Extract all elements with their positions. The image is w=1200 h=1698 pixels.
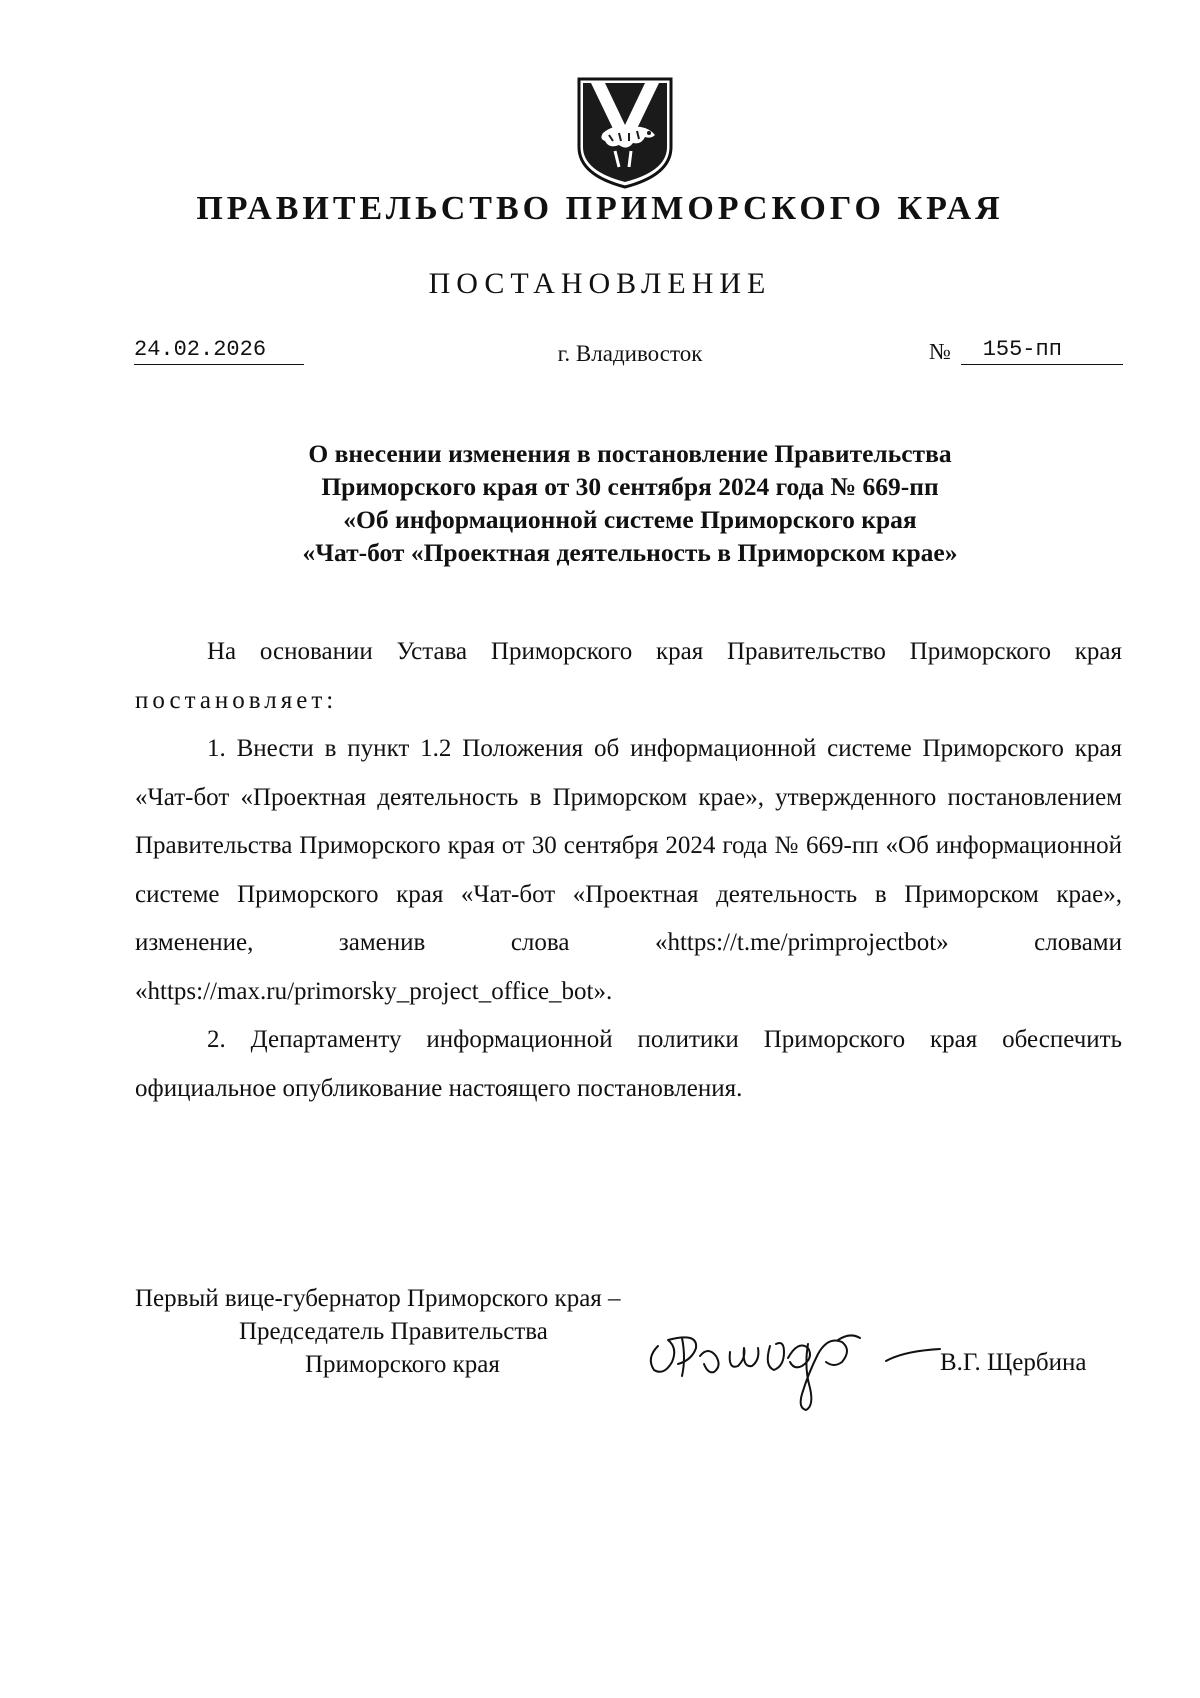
organization-title: ПРАВИТЕЛЬСТВО ПРИМОРСКОГО КРАЯ	[196, 190, 1004, 227]
document-city: г. Владивосток	[557, 341, 703, 366]
handwritten-signature	[638, 1318, 918, 1413]
number-sign: №	[929, 339, 951, 364]
document-number	[929, 337, 1122, 365]
subject-line: «Чат-бот «Проектная деятельность в Приморском крае»	[302, 538, 958, 567]
signature-dash	[884, 1345, 942, 1365]
document-date: 24.02.2026	[134, 337, 304, 365]
document-subject	[150, 437, 1110, 569]
item-2-paragraph: 2. Департаменту информационной политики Приморского края обеспечить официальное опубликование настоящего постановления.	[135, 1026, 1122, 1102]
document-body	[135, 628, 1122, 1113]
subject-line: О внесении изменения в постановление Правительства	[308, 439, 952, 468]
signer-position-line: Приморского края	[305, 1351, 500, 1378]
coat-of-arms-icon	[575, 75, 675, 191]
signer-name: В.Г. Щербина	[940, 1349, 1087, 1376]
item-1-paragraph: 1. Внести в пункт 1.2 Положения об информационной системе Приморского края «Чат-бот «Проектная деятельность в Приморском крае», утвержденного постановлением Правительства Приморского края от 30 сентября 2024 года № 669-пп «Об информационной системе Приморского края «Чат-бот «Проектная деятельность в Приморском крае», изменение, заменив слова «https://t.me/primprojectbot» словами «https://max.ru/primorsky_project_office_bot».	[135, 735, 1122, 1005]
subject-line: «Об информационной системе Приморского края	[343, 505, 917, 534]
number-value: 155-пп	[961, 337, 1123, 365]
signer-position-line: Первый вице-губернатор Приморского края –	[135, 1285, 621, 1312]
preamble-text: На основании Устава Приморского края Правительство Приморского края	[207, 638, 1122, 665]
preamble-paragraph	[135, 628, 1122, 725]
document-type: ПОСТАНОВЛЕНИЕ	[428, 267, 772, 300]
preamble-verb: постановляет:	[135, 686, 338, 714]
subject-line: Приморского края от 30 сентября 2024 года № 669-пп	[321, 472, 939, 501]
signer-position-line: Председатель Правительства	[239, 1318, 548, 1345]
signer-position	[135, 1282, 621, 1381]
